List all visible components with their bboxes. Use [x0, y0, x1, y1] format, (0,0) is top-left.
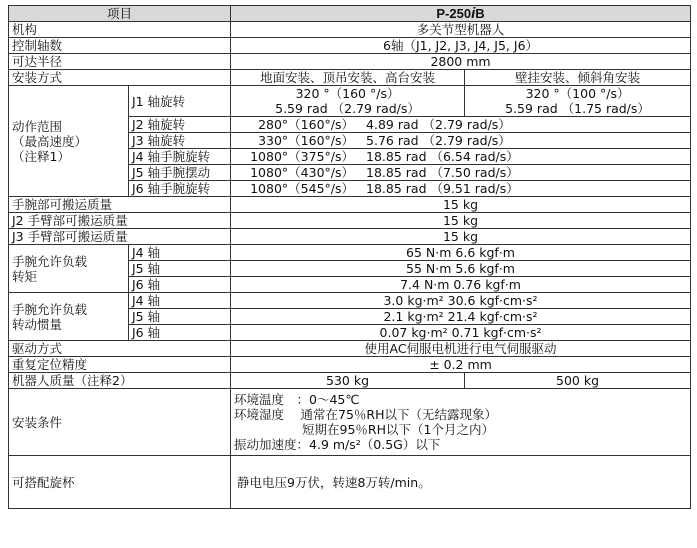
- mounting-wall: 壁挂安装、倾斜角安装: [465, 70, 691, 86]
- cup-label: 可搭配旋杯: [9, 456, 231, 509]
- j1-wall-rad: 5.59 rad （1.75 rad/s）: [505, 101, 650, 116]
- j1-wall: [465, 86, 691, 117]
- j1-floor-rad: 5.59 rad （2.79 rad/s）: [275, 101, 420, 116]
- j3-rad: 5.76 rad （2.79 rad/s）: [366, 133, 511, 148]
- table-row: [9, 357, 691, 373]
- mechanism-value: 多关节型机器人: [231, 22, 691, 38]
- j3-arm-payload-label: J3 手臂部可搬运质量: [9, 229, 231, 245]
- j4-value: [231, 149, 691, 165]
- drive-label: 驱动方式: [9, 341, 231, 357]
- table-row: [9, 373, 691, 389]
- j3-label: J3 轴旋转: [129, 133, 231, 149]
- inertia-group-label: [9, 293, 129, 341]
- cup-value: 静电电压9万伏，转速8万转/min。: [231, 456, 691, 509]
- moment-j5-value: 55 N·m 5.6 kgf·m: [231, 261, 691, 277]
- j1-floor-deg: 320 °（160 °/s）: [295, 86, 400, 101]
- j3-deg: 330°（160°/s）: [258, 133, 355, 148]
- drive-value: 使用AC伺服电机进行电气伺服驱动: [231, 341, 691, 357]
- j1-label: J1 轴旋转: [129, 86, 231, 117]
- j3-value: [231, 133, 691, 149]
- model-suffix: B: [475, 6, 485, 21]
- wrist-payload-value: 15 kg: [231, 197, 691, 213]
- moment-group-label: [9, 245, 129, 293]
- install-humid-1: 环境湿度 通常在75％RH以下（无结露现象）: [234, 407, 497, 422]
- inertia-j5-value: 2.1 kg·m² 21.4 kgf·cm·s²: [231, 309, 691, 325]
- table-row: [9, 70, 691, 86]
- mounting-label: 安装方式: [9, 70, 231, 86]
- j3-arm-payload-value: 15 kg: [231, 229, 691, 245]
- motion-group-line: （注释1）: [12, 148, 70, 164]
- mounting-floor: 地面安装、顶吊安装、高台安装: [231, 70, 465, 86]
- mass-label: 机器人质量（注释2）: [9, 373, 231, 389]
- reach-label: 可达半径: [9, 54, 231, 70]
- table-row: [9, 229, 691, 245]
- moment-group-line: 转矩: [12, 268, 38, 284]
- j4-label: J4 轴手腕旋转: [129, 149, 231, 165]
- install-cond-label: 安装条件: [9, 389, 231, 456]
- header-item: 项目: [9, 6, 231, 22]
- moment-j6-label: J6 轴: [129, 277, 231, 293]
- j4-rad: 18.85 rad （6.54 rad/s）: [366, 149, 519, 164]
- j5-rad: 18.85 rad （7.50 rad/s）: [366, 165, 519, 180]
- repeat-label: 重复定位精度: [9, 357, 231, 373]
- moment-j4-value: 65 N·m 6.6 kgf·m: [231, 245, 691, 261]
- table-row: [9, 54, 691, 70]
- table-row: [9, 22, 691, 38]
- install-temp: 环境温度 ：0～45℃: [234, 392, 360, 407]
- install-vib: 振动加速度：4.9 m/s²（0.5G）以下: [234, 437, 441, 452]
- inertia-group-line: 手腕允许负载: [12, 301, 88, 317]
- j6-deg: 1080°（545°/s）: [250, 181, 355, 196]
- j5-deg: 1080°（430°/s）: [250, 165, 355, 180]
- j5-label: J5 轴手腕摆动: [129, 165, 231, 181]
- moment-j5-label: J5 轴: [129, 261, 231, 277]
- table-row: [9, 389, 691, 456]
- install-humid-2: 短期在95％RH以下（1个月之内）: [302, 422, 494, 437]
- install-cond-value: [231, 389, 691, 456]
- reach-value: 2800 mm: [231, 54, 691, 70]
- spec-table: [8, 5, 691, 509]
- j5-value: [231, 165, 691, 181]
- inertia-j4-label: J4 轴: [129, 293, 231, 309]
- moment-j4-label: J4 轴: [129, 245, 231, 261]
- j1-floor: [231, 86, 465, 117]
- model-i: i: [471, 5, 476, 22]
- j2-rad: 4.89 rad （2.79 rad/s）: [366, 117, 511, 132]
- wrist-payload-label: 手腕部可搬运质量: [9, 197, 231, 213]
- inertia-j5-label: J5 轴: [129, 309, 231, 325]
- motion-group-line: （最高速度）: [12, 133, 88, 149]
- j2-arm-payload-value: 15 kg: [231, 213, 691, 229]
- table-row: [9, 341, 691, 357]
- table-row: [9, 197, 691, 213]
- table-row: [9, 38, 691, 54]
- j1-wall-deg: 320 °（100 °/s）: [525, 86, 630, 101]
- j4-deg: 1080°（375°/s）: [250, 149, 355, 164]
- inertia-j6-value: 0.07 kg·m² 0.71 kgf·cm·s²: [231, 325, 691, 341]
- inertia-group-line: 转动惯量: [12, 316, 63, 332]
- table-row: [9, 456, 691, 509]
- repeat-value: ± 0.2 mm: [231, 357, 691, 373]
- spec-sheet: [8, 5, 690, 509]
- table-row: [9, 293, 691, 309]
- axes-value: 6轴（J1, J2, J3, J4, J5, J6）: [231, 38, 691, 54]
- inertia-j6-label: J6 轴: [129, 325, 231, 341]
- mass-floor: 530 kg: [231, 373, 465, 389]
- table-row: [9, 213, 691, 229]
- j6-value: [231, 181, 691, 197]
- table-row: [9, 86, 691, 117]
- j6-label: J6 轴手腕旋转: [129, 181, 231, 197]
- j6-rad: 18.85 rad （9.51 rad/s）: [366, 181, 519, 196]
- moment-j6-value: 7.4 N·m 0.76 kgf·m: [231, 277, 691, 293]
- axes-label: 控制轴数: [9, 38, 231, 54]
- j2-value: [231, 117, 691, 133]
- mass-wall: 500 kg: [465, 373, 691, 389]
- j2-label: J2 轴旋转: [129, 117, 231, 133]
- motion-group-label: [9, 86, 129, 197]
- model-prefix: P-250: [436, 6, 472, 21]
- header-row: [9, 6, 691, 22]
- header-model: [231, 6, 691, 22]
- j2-arm-payload-label: J2 手臂部可搬运质量: [9, 213, 231, 229]
- mechanism-label: 机构: [9, 22, 231, 38]
- inertia-j4-value: 3.0 kg·m² 30.6 kgf·cm·s²: [231, 293, 691, 309]
- motion-group-line: 动作范围: [12, 118, 63, 134]
- moment-group-line: 手腕允许负载: [12, 253, 88, 269]
- j2-deg: 280°（160°/s）: [258, 117, 355, 132]
- table-row: [9, 245, 691, 261]
